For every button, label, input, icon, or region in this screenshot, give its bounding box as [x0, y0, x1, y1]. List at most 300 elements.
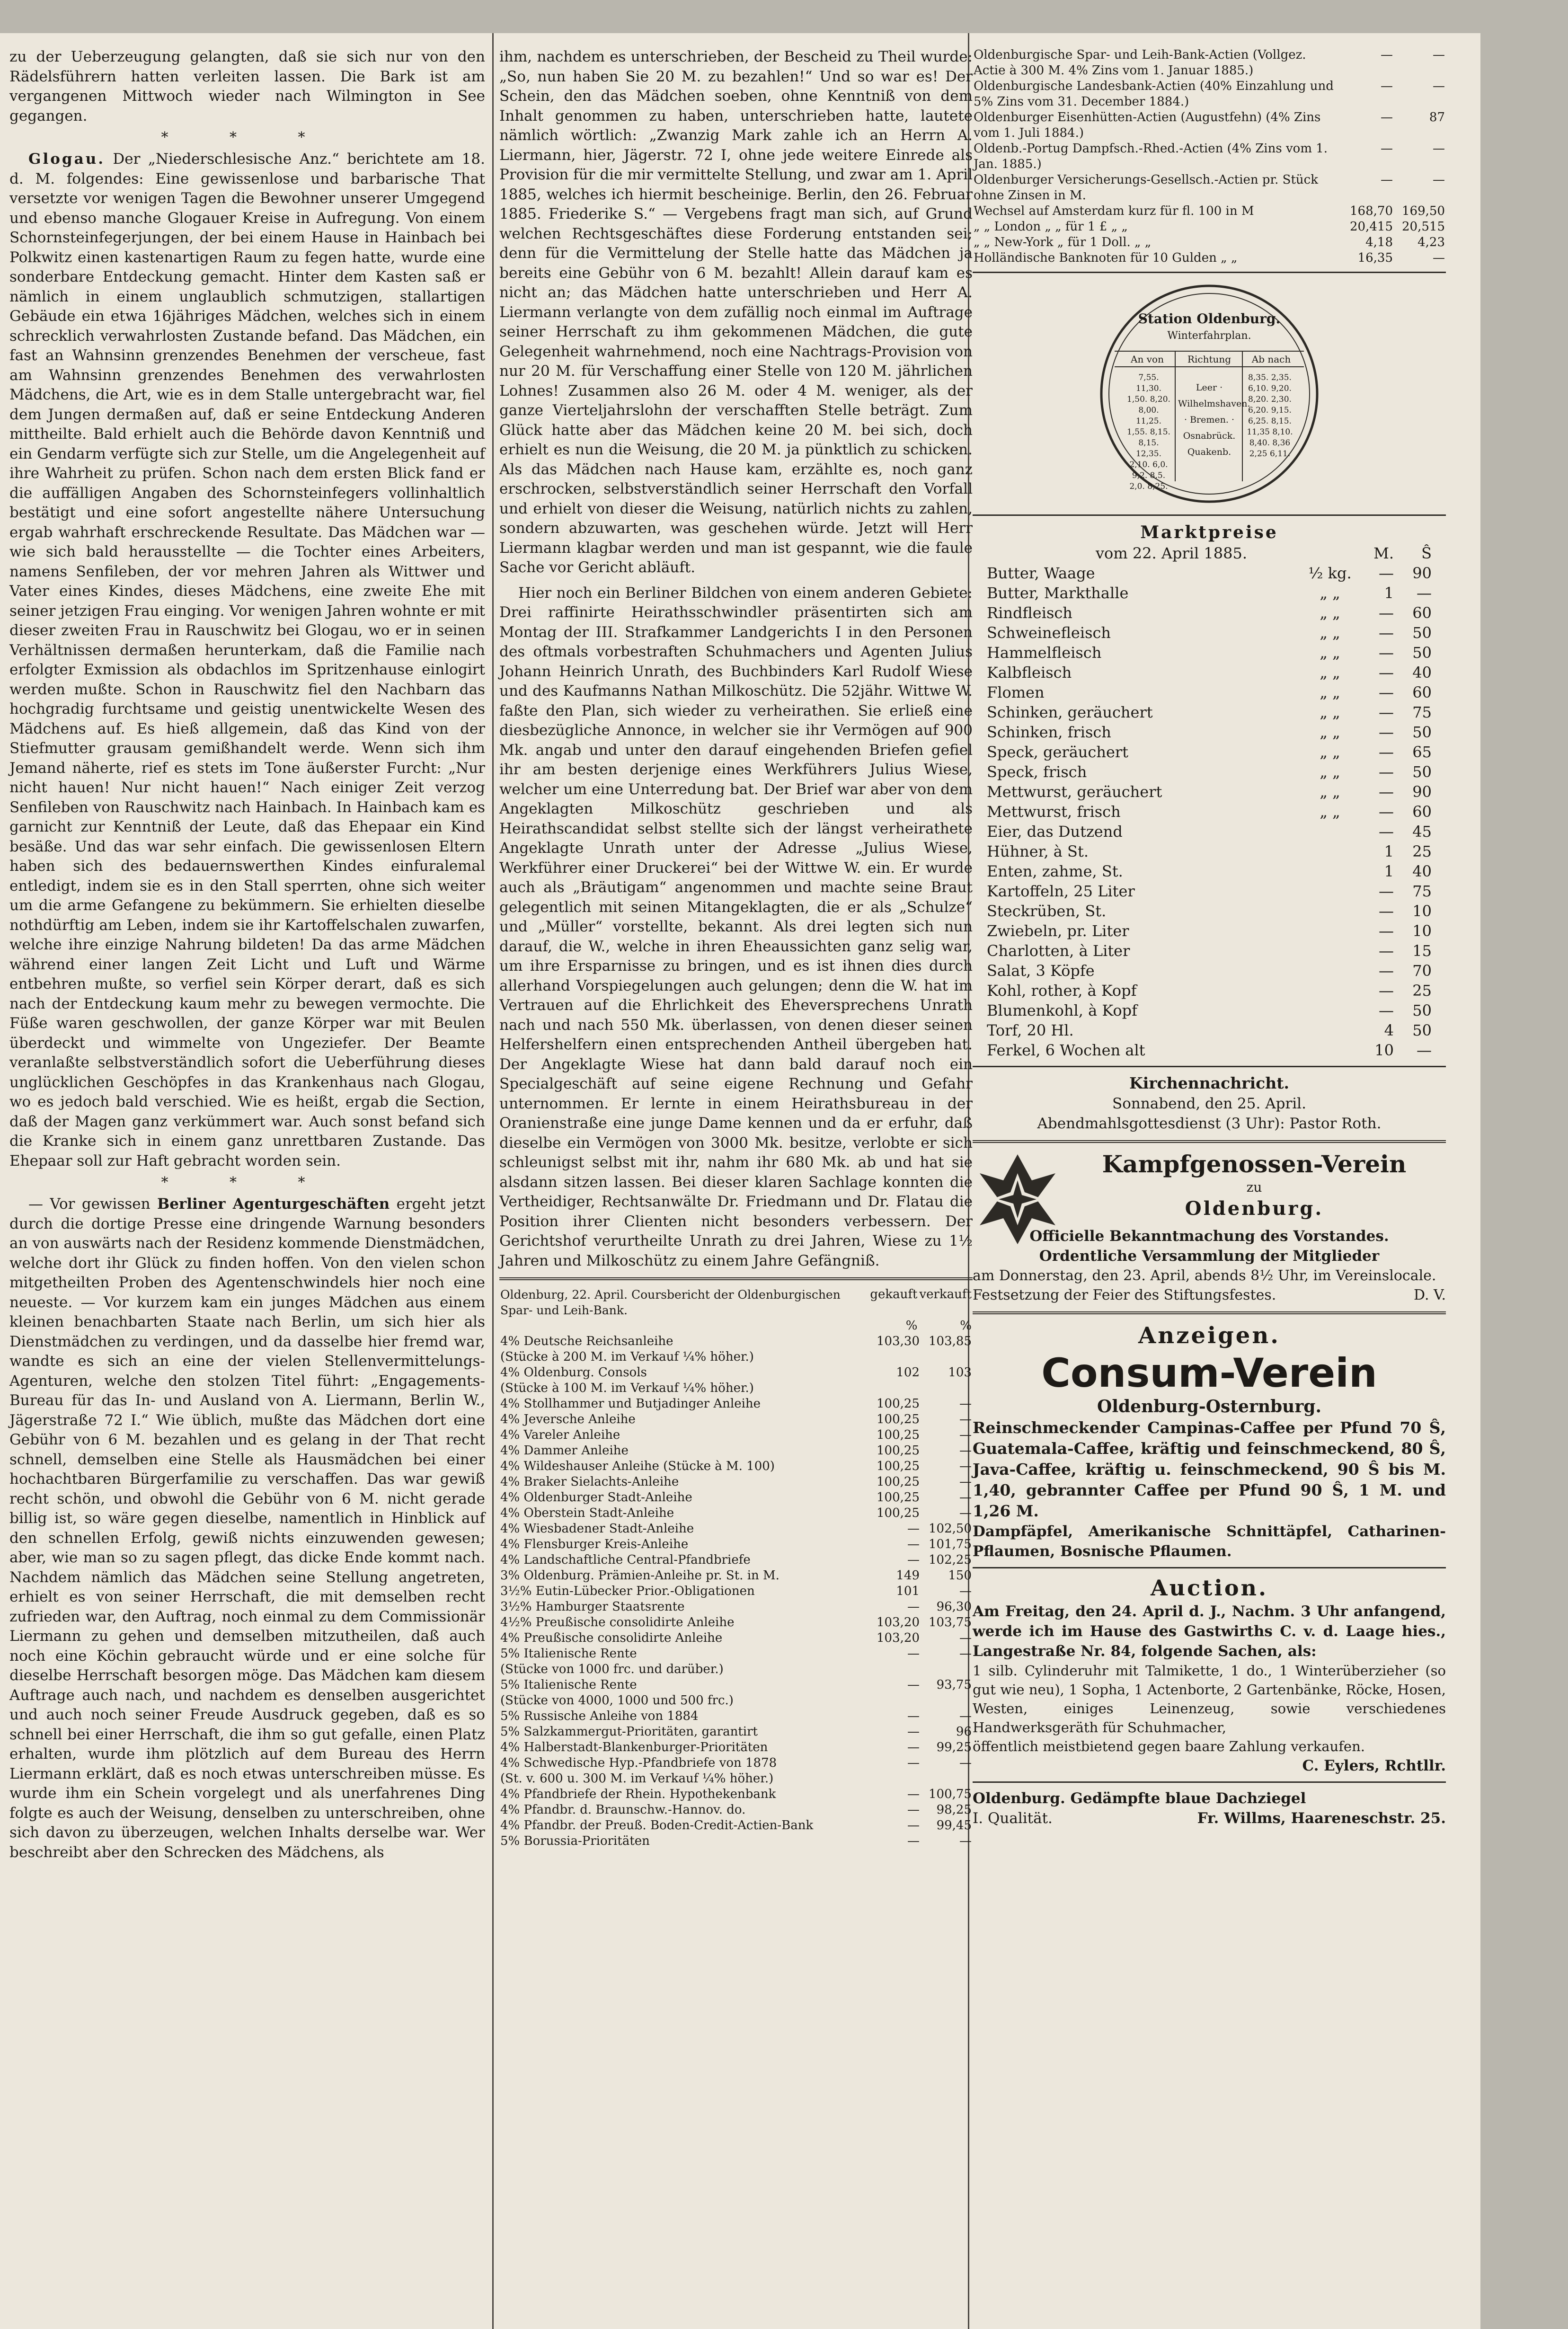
course-row [499, 1552, 973, 1568]
course-row [499, 1334, 973, 1349]
course-header-bought: gekauft [870, 1287, 918, 1302]
market-row-cell: 10 [1374, 1041, 1394, 1059]
course-row-cell: (Stücke à 100 M. im Verkauf ¼% höher.) [500, 1381, 754, 1395]
market-row-cell: Zwiebeln, pr. Liter [987, 922, 1129, 940]
course-row-cell: — [959, 1443, 972, 1458]
timetable-to-times: 8,35. 2,35. 6,10. 9,20. 8,20. 2,30. 6,20. 9,15. 6,25. 8,15. 11,35 8,10. 8,40. 8,36 2,25 6,11. [1247, 373, 1293, 459]
stock-row-cell: 20,415 [1350, 220, 1393, 234]
course-row-cell: 4% Vareler Anleihe [500, 1428, 620, 1442]
market-row-cell [1304, 881, 1356, 901]
course-row-cell: — [959, 1475, 972, 1489]
course-row-cell: 99,45 [936, 1818, 972, 1833]
market-row-cell: „ „ [1320, 604, 1340, 622]
course-row-cell [868, 1381, 921, 1396]
market-row-cell: Torf, 20 Hl. [987, 1021, 1074, 1039]
market-row-cell: — [1379, 644, 1394, 662]
course-header-pct: % [960, 1319, 972, 1333]
course-row-cell: — [959, 1459, 972, 1473]
market-row-cell: — [1379, 763, 1394, 781]
course-header-pct: % [905, 1319, 918, 1333]
market-row-cell: 15 [1412, 942, 1432, 960]
course-row [499, 1599, 973, 1615]
market-row-cell: — [1379, 564, 1394, 582]
market-row-cell [1304, 861, 1356, 881]
course-row-cell: 150 [948, 1568, 972, 1583]
course-row-cell: 5% Borussia-Prioritäten [500, 1834, 650, 1848]
section-rule [973, 1140, 1446, 1143]
market-row-cell: — [1379, 624, 1394, 642]
stock-row-cell: — [1433, 173, 1445, 187]
market-row-cell: — [1379, 982, 1394, 1000]
course-table [499, 1334, 973, 1849]
market-table [987, 563, 1432, 1060]
course-row [499, 1490, 973, 1505]
course-row [499, 1505, 973, 1521]
stock-row [973, 219, 1446, 235]
article-liermann-cont: ihm, nachdem es unterschrieben, der Bescheid zu Theil wurde: „So, nun haben Sie 20 M. zu bezahlen!“ Und so war es! Der Schein, den das Mädchen soeben, ohne Kenntniß von dem Inhalt genommen zu haben, unterschrieben hatte, lautete nämlich wörtlich: „Zwanzig Mark zahle ich an Herrn A. Liermann, hier, Jägerstr. 72 I, ohne jede weitere Einrede als Provision für die mir vermittelte Stellung, und zwar am 1. April 1885, welches ich hiermit bescheinige. Berlin, den 26. Februar 1885. Friederike S.“ — Vergebens fragt man sich, auf Grund welchen Rechtsgeschäftes diese Forderung entstanden sei; denn für die Vermittelung der Stelle hatte das Mädchen ja bereits eine Gebühr von 6 M. bezahlt! Allein darauf kam es nicht an; das Mädchen hatte unterschrieben und Herr A. Liermann verlangte von dem zufällig noch einmal im Auftrage seiner Herrschaft zu ihm gekommenen Mädchen, die gute Gelegenheit wahrnehmend, noch eine Nachtrags-Provision von nur 20 M. für Verschaffung einer Stelle von 120 M. jährlichen Lohnes! Zusammen also 26 M. oder 4 M. weniger, als der ganze Vierteljahrslohn der verschafften Stelle beträgt. Zum Glück hatte aber das Mädchen keine 20 M. bei sich, doch erhielt es nun die Weisung, die 20 M. ja pünktlich zu schicken. Als das Mädchen nach Hause kam, erzählte es, noch ganz erschrocken, selbstverständlich seiner Herrschaft den Vorfall und erhielt von dieser die Weisung, natürlich nichts zu zahlen, sondern abzuwarten, was geschehen würde. Jetzt will Herr Liermann klagbar werden und man ist gespannt, wie die faule Sache vor Gericht abläuft. [499, 48, 973, 576]
stock-row-cell: 4,18 [1365, 235, 1393, 249]
course-row-cell: — [907, 1709, 920, 1723]
market-row-cell: 90 [1412, 564, 1432, 582]
market-row-cell: 10 [1412, 902, 1432, 920]
course-row-cell: 5% Russische Anleihe von 1884 [500, 1709, 699, 1723]
course-report [499, 1287, 973, 1849]
market-row-cell: Schweinefleisch [987, 624, 1111, 642]
market-row [987, 722, 1432, 742]
course-row-cell: 100,25 [877, 1475, 920, 1489]
verein-title: Kampfgenossen-Verein [1102, 1150, 1407, 1178]
market-row-cell: — [1379, 942, 1394, 960]
market-row-cell: — [1379, 962, 1394, 980]
market-row-cell: Hammelfleisch [987, 644, 1102, 662]
course-row [499, 1646, 973, 1662]
course-row-cell: — [959, 1834, 972, 1848]
course-row [499, 1365, 973, 1381]
stock-row-cell: — [1433, 142, 1445, 156]
course-row-cell: — [907, 1647, 920, 1661]
stock-row [973, 172, 1446, 204]
market-row [987, 682, 1432, 702]
course-row-cell: 100,25 [877, 1490, 920, 1505]
course-row [499, 1818, 973, 1833]
verein-line4 [973, 1285, 1446, 1305]
course-row-cell: 93,75 [936, 1678, 972, 1692]
market-row-cell: 40 [1412, 862, 1432, 880]
verein-line2: Ordentliche Versammlung der Mitglieder [1039, 1248, 1380, 1265]
market-row-cell: Schinken, geräuchert [987, 703, 1153, 721]
market-row [987, 762, 1432, 782]
market-row [987, 1040, 1432, 1060]
market-row-cell: Speck, frisch [987, 763, 1087, 781]
stock-row [973, 110, 1446, 141]
market-row-cell: Enten, zahme, St. [987, 862, 1123, 880]
stock-row-cell: Oldenburger Versicherungs-Gesellsch.-Actien pr. Stück ohne Zinsen in M. [974, 173, 1318, 203]
market-row-cell: 25 [1412, 842, 1432, 860]
course-row-cell: — [959, 1490, 972, 1505]
market-row [987, 782, 1432, 802]
church-notice [973, 1073, 1446, 1134]
market-row-cell: 75 [1412, 882, 1432, 900]
auction-end: öffentlich meistbietend gegen baare Zahlung verkaufen. [973, 1738, 1365, 1754]
market-row-cell: — [1379, 823, 1394, 841]
market-row-cell: Charlotten, à Liter [987, 942, 1130, 960]
market-row-cell: Mettwurst, frisch [987, 803, 1121, 821]
course-row-cell: — [907, 1787, 920, 1801]
course-row-cell: (Stücke von 1000 frc. und darüber.) [500, 1662, 724, 1676]
market-row [987, 1020, 1432, 1040]
timetable-directions: Leer · Wilhelmshaven. · Bremen. · Osnabrück. Quakenb. [1178, 382, 1250, 457]
timetable-title: Station Oldenburg. [1138, 311, 1281, 327]
course-row-cell: 102 [896, 1365, 920, 1380]
market-row [987, 981, 1432, 1001]
consum-text-2: Dampfäpfel, Amerikanische Schnittäpfel, Catharinen-Pflaumen, Bosnische Pflaumen. [973, 1523, 1446, 1560]
market-row-cell: 40 [1412, 664, 1432, 682]
course-row [499, 1740, 973, 1755]
market-row-cell [1304, 1020, 1356, 1040]
stock-row-cell: 16,35 [1357, 251, 1393, 265]
course-row [499, 1630, 973, 1646]
market-row-cell: Speck, geräuchert [987, 743, 1129, 761]
market-row-cell: Eier, das Dutzend [987, 823, 1123, 841]
verein-city: Oldenburg. [1185, 1197, 1324, 1220]
verein-line1: Officielle Bekanntmachung des Vorstandes. [1029, 1228, 1389, 1245]
course-row-cell: (Stücke à 200 M. im Verkauf ¼% höher.) [500, 1350, 754, 1364]
stock-row-cell: Oldenburger Eisenhütten-Actien (Augustfehn) (4% Zins vom 1. Juli 1884.) [974, 110, 1321, 140]
course-row-cell: — [959, 1584, 972, 1598]
market-row-cell: 1 [1384, 862, 1394, 880]
stock-row [973, 204, 1446, 219]
course-row [499, 1459, 973, 1474]
timetable-subtitle: Winterfahrplan. [1167, 330, 1251, 342]
article-glogau-lead: Glogau. [28, 151, 106, 168]
stock-row-cell: Oldenb.-Portug Dampfsch.-Rhed.-Actien (4% Zins vom 1. Jan. 1885.) [974, 142, 1328, 171]
market-row-cell: Butter, Waage [987, 564, 1095, 582]
market-row-cell: 50 [1412, 624, 1432, 642]
course-row-cell: 4% Deutsche Reichsanleihe [500, 1334, 673, 1348]
course-row-cell: 4% Oldenburg. Consols [500, 1365, 647, 1380]
market-title: Marktpreise [1140, 522, 1278, 542]
course-report-header [499, 1287, 973, 1334]
course-row-cell: — [959, 1412, 972, 1426]
course-row [499, 1615, 973, 1630]
market-row-cell: Rindfleisch [987, 604, 1072, 622]
market-row [987, 583, 1432, 603]
course-row-cell: 103 [948, 1365, 972, 1380]
course-row-cell: 4% Wiesbadener Stadt-Anleihe [500, 1522, 694, 1536]
course-row-cell: 100,75 [929, 1787, 972, 1801]
market-row [987, 663, 1432, 682]
market-row-cell: 4 [1384, 1021, 1394, 1039]
market-row-cell: Blumenkohl, à Kopf [987, 1001, 1137, 1019]
market-row-cell: — [1379, 664, 1394, 682]
course-row-cell: — [907, 1740, 920, 1754]
market-row-cell: 50 [1412, 644, 1432, 662]
market-row-cell: — [1379, 683, 1394, 701]
course-row-cell [921, 1349, 973, 1365]
market-row-cell: 1 [1384, 584, 1394, 602]
column-2 [499, 47, 973, 1849]
course-row-cell: 149 [896, 1568, 920, 1583]
market-row-cell: — [1379, 882, 1394, 900]
course-row-cell: 102,25 [929, 1553, 972, 1567]
course-row-cell: — [959, 1506, 972, 1520]
course-header-sold: verkauft [919, 1287, 972, 1302]
tile-ad-line1: Oldenburg. Gedämpfte blaue Dachziegel [973, 1790, 1306, 1807]
market-row-cell: 70 [1412, 962, 1432, 980]
course-row-cell: 101 [896, 1584, 920, 1598]
market-row [987, 941, 1432, 961]
auction-text: Am Freitag, den 24. April d. J., Nachm. 3 Uhr anfangend, werde ich im Hause des Gastwirths C. v. d. Laage hies., Langestraße Nr. 84, folgende Sachen, als: [973, 1603, 1446, 1660]
course-row-cell [868, 1662, 921, 1677]
section-stars: * * * [161, 1174, 334, 1191]
course-row-cell: 4% Dammer Anleihe [500, 1443, 629, 1458]
course-row-cell: 100,25 [877, 1459, 920, 1473]
market-row-cell: — [1379, 783, 1394, 801]
market-row-cell: 60 [1412, 683, 1432, 701]
market-row-cell: — [1379, 902, 1394, 920]
course-row-cell: 3½% Eutin-Lübecker Prior.-Obligationen [500, 1584, 755, 1598]
course-row-cell: 4% Halberstadt-Blankenburger-Prioritäten [500, 1740, 768, 1754]
market-row-cell [1304, 961, 1356, 981]
article-glogau [9, 150, 485, 1171]
market-row [987, 702, 1432, 722]
market-row-cell: Hühner, à St. [987, 842, 1089, 860]
church-line2: Abendmahlsgottesdienst (3 Uhr): Pastor Roth. [1037, 1115, 1382, 1132]
section-rule [499, 1277, 973, 1280]
stock-row [973, 141, 1446, 172]
section-rule [973, 1567, 1446, 1568]
stock-row-cell: — [1433, 251, 1445, 265]
market-row-cell: Mettwurst, geräuchert [987, 783, 1162, 801]
course-row-cell: 100,25 [877, 1506, 920, 1520]
course-row [499, 1396, 973, 1412]
market-row-cell: 65 [1412, 743, 1432, 761]
market-row-cell: 90 [1412, 783, 1432, 801]
stock-row-cell: „ „ New-York „ für 1 Doll. „ „ [974, 235, 1152, 249]
market-row-cell: 60 [1412, 604, 1432, 622]
course-row-cell: 5% Salzkammergut-Prioritäten, garantirt [500, 1725, 758, 1739]
course-row-cell: — [907, 1537, 920, 1551]
course-row-cell: 4% Pfandbriefe der Rhein. Hypothekenbank [500, 1787, 776, 1801]
stock-row-cell: — [1433, 48, 1445, 62]
section-rule [973, 514, 1446, 516]
market-row-cell: — [1379, 723, 1394, 741]
article-glogau-body: Der „Niederschlesische Anz.“ berichtete am 18. d. M. folgendes: Eine gewissenlose und barbarische That versetzte vor wenigen Tagen die Bewohner unserer Umgegend und ebenso manche Glogauer Kreise in Aufregung. Von einem Schornsteinfegerjungen, der bei einem Hause in Hainbach bei Polkwitz einen kastenartigen Raum zu fegen hatte, wurde eine sonderbare Entdeckung gemacht. Hinter dem Kasten saß er nämlich in einem unglaublich schmutzigen, stallartigen Gebäude ein etwa 16jähriges Mädchen, welches sich in einem schrecklich verwahrlosten Zustande befand. Das Mädchen, ein fast an Wahnsinn grenzendes Benehmen der verscheue, fast am Wahnsinn grenzendes Benehmen des verwahrlosten Mädchens, die Art, wie es in dem Stalle untergebracht war, fiel dem Jungen dermaßen auf, daß er seine Entdeckung Anderen mittheilte. Bald erhielt auch die Behörde davon Kenntniß und ein Gendarm verfügte sich zur Stelle, um die Angelegenheit auf ihre Wahrheit zu prüfen. Schon nach dem ersten Blick fand er die auffälligen Angaben des Schornsteinfegers vollinhaltlich bestätigt und eine sofort angestellte nähere Untersuchung ergab wahrhaft erschreckende Resultate. Das Mädchen war — wie sich bald herausstellte — die Tochter eines Arbeiters, namens Senfileben, der vor mehren Jahren als Wittwer und Vater eines Kindes, dieses Mädchens, eine zweite Ehe mit seiner jetzigen Frau einging. Vor wenigen Jahren wohnte er mit dieser zweiten Frau in Rauschwitz bei Glogau, wo er in seinen Verhältnissen dermaßen herunterkam, daß die Familie nach erfolgter Exmission als obdachlos im Spritzenhause einlogirt werden mußte. Schon in Rauschwitz fiel den Nachbarn das hochgradig furchtsame und geistig unentwickelte Wesen des Mädchens auf. Es hieß allgemein, daß das Kind von der Stiefmutter grausam gemißhandelt werde. Wenn sich ihm Jemand näherte, rief es stets im Tone äußerster Furcht: „Nur nicht hauen! Nur nicht hauen!“ Nach einiger Zeit verzog Senfileben von Rauschwitz nach Hainbach. In Hainbach kam es garnicht zur Kenntniß der Leute, daß das Ehepaar ein Kind besäße. Und das war sehr einfach. Die gewissenlosen Eltern haben sich des bedauernswerthen Kindes einfuralemal entledigt, indem sie es in den Stall sperrten, ohne sich weiter um die arme Gefangene zu bekümmern. Sie erhielten dieselbe nothdürftig am Leben, indem sie ihr Kartoffelschalen zuwarfen, welche ihre einzige Nahrung bildeten! Da das arme Mädchen während einer langen Zeit Licht und Luft und Wärme entbehren mußte, so verfiel sein Körper derart, daß es sich nach der Entdeckung kaum mehr zu bewegen vermochte. Die Füße waren geschwollen, der ganze Körper war mit Beulen überdeckt und wimmelte von Ungeziefer. Der Beamte veranlaßte selbstverständlich sofort die Ueberführung dieses unglücklichen Geschöpfes in das Krankenhaus nach Glogau, wo es jedoch bald verschied. Wie es heißt, ergab die Section, daß der Magen ganz verkümmert war. Auch sonst befand sich die Kranke sich in einem ganz unrettbaren Zustande. Das Ehepaar soll zur Haft gebracht worden sein. [9, 151, 485, 1169]
market-prices [973, 522, 1446, 1060]
section-rule [973, 1781, 1446, 1783]
market-row [987, 623, 1432, 643]
course-row-cell: 100,25 [877, 1428, 920, 1442]
course-row-cell: 100,25 [877, 1443, 920, 1458]
course-row-cell: 4% Landschaftliche Central-Pfandbriefe [500, 1553, 751, 1567]
course-row-cell: 4% Flensburger Kreis-Anleihe [500, 1537, 689, 1551]
market-row-cell [1304, 1040, 1356, 1060]
market-row-cell: 50 [1412, 1021, 1432, 1039]
market-row-cell: „ „ [1320, 664, 1340, 682]
course-row [499, 1568, 973, 1584]
course-row-cell: — [907, 1553, 920, 1567]
market-row-cell: — [1379, 604, 1394, 622]
course-row-cell: 4½% Preußische consolidirte Anleihe [500, 1615, 735, 1629]
course-row-cell: 3½% Hamburger Staatsrente [500, 1600, 685, 1614]
market-row-cell [1304, 921, 1356, 941]
course-row-cell: 100,25 [877, 1397, 920, 1411]
stock-table [973, 47, 1446, 266]
market-row-cell: 1 [1384, 842, 1394, 860]
course-row-cell: 103,75 [929, 1615, 972, 1629]
market-row-cell: Schinken, frisch [987, 723, 1111, 741]
course-row [499, 1474, 973, 1490]
column-1 [9, 47, 485, 1862]
article-heirath: Hier noch ein Berliner Bildchen von einem anderen Gebiete: Drei raffinirte Heirathsschwindler präsentirten sich am Montag der III. Strafkammer Landgerichts I in den Personen des oftmals vorbestraften Schuhmachers und Agenten Julius Johann Heinrich Unrath, des Buchbinders Karl Rudolf Wiese und des Kaufmanns Nathan Milkoschütz. Die 52jähr. Wittwe W. faßte den Plan, sich wieder zu verheirathen. Sie erließ eine diesbezügliche Annonce, in welcher sie ihr Vermögen auf 900 Mk. angab und unter den darauf eingehenden Briefen gefiel ihr am besten derjenige eines Werkführers Julius Wiese, welcher um eine Unterredung bat. Der Brief war aber von dem Angeklagten Milkoschütz geschrieben und als Heirathscandidat selbst stellte sich der längst verheirathete Angeklagte Unrath unter der Adresse „Julius Wiese, Werkführer einer Druckerei“ bei der Wittwe W. ein. Er wurde auch als „Bräutigam“ angenommen und machte seine Braut gelegentlich mit seinen Mitangeklagten, die er als „Schulze“ und „Müller“ vorstellte, bekannt. Als drei legten sich nun darauf, die W., welche in ihren Eheaussichten ganz selig war, um ihre Ersparnisse zu bringen, und es ist ihnen dies durch allerhand Vorspiegelungen auch gelungen; denn die W. hat im Vertrauen auf die Ehrlichkeit des Eheversprechens Unrath nach und nach 550 Mk. überlassen, von denen dieser seinen Helfershelfern einen entsprechenden Antheil übergeben hat. Der Angeklagte Wiese hat dann bald darauf noch ein Specialgeschäft auf seine eigene Rechnung und Gefahr unternommen. Er lernte in einem Heirathsbureau in der Oranienstraße eine junge Dame kennen und da er erfuhr, daß dieselbe ein Vermögen von 3000 Mk. besitze, verlobte er sich schleunigst selbst mit ihr, nahm ihr 680 Mk. ab und hat sie alsdann sitzen lassen. Bei dieser klaren Sachlage konnten die Vertheidiger, Rechtsanwälte Dr. Friedmann und Dr. Flatau die Position ihrer Clienten nicht besonders verbessern. Der Gerichtshof verurtheilte Unrath zu drei Jahren, Wiese zu 1½ Jahren und Milkoschütz zu einem Jahre Gefängniß. [499, 584, 973, 1269]
church-title: Kirchennachricht. [1129, 1074, 1289, 1092]
course-row [499, 1443, 973, 1459]
market-row-cell: ½ kg. [1308, 564, 1352, 582]
section-rule [973, 272, 1446, 273]
market-row-cell: Ferkel, 6 Wochen alt [987, 1041, 1145, 1059]
column-3 [973, 47, 1446, 1828]
timetable-col-from: An von [1131, 354, 1164, 365]
article-berlin-agents-body: ergeht jetzt durch die dortige Presse eine dringende Warnung besonders an von auswärts nach der Residenz kommende Dienstmädchen, welche dort ihr Glück zu finden hoffen. Von den vielen schon mitgetheilten Proben des Agentenschwindels hier noch eine neueste. — Vor kurzem kam ein junges Mädchen aus einem kleinen benachbarten Staate nach Berlin, um sich hier als Dienstmädchen zu verdingen, und da dasselbe hier fremd war, wandte es sich an eine der vielen Stellenvermittelungs-Agenturen, welche den stolzen Titel führt: „Engagements-Bureau für das In- und Ausland von A. Liermann, Berlin W., Jägerstraße 72 I.“ Wie üblich, mußte das Mädchen dort eine Gebühr von 6 M. bezahlen und es gelang in der That recht schnell, demselben eine Stelle als Hausmädchen bei einer hochachtbaren Bürgerfamilie zu verschaffen. Das war gewiß recht schön, und obwohl die Gebühr von 6 M. nicht gerade billig ist, so wäre gegen dieselbe, namentlich in Hinblick auf den schnellen Erfolg, gewiß nichts einzuwenden gewesen; aber, wie man so zu sagen pflegt, das dicke Ende kommt nach. Nachdem nämlich das Mädchen seine Stellung angetreten, erhielt es von seiner Herrschaft, die mit demselben recht zufrieden war, den Auftrag, noch einmal zu dem Commissionär Liermann zu gehen und demselben mitzutheilen, daß auch noch eine Köchin gebraucht würde und er eine solche für dieselbe Herrschaft besorgen möge. Das Mädchen kam diesem Auftrage auch nach, und nachdem es denselben ausgerichtet und auch noch seiner Freude Ausdruck gegeben, daß es so schnell bei einer Herrschaft, die ihm so gut gefalle, einen Platz erhalten, wurde ihm plötzlich auf dem Bureau des Herrn Liermann erklärt, daß es noch etwas unterschreiben müsse. Es wurde ihm ein Schein vorgelegt und als unerfahrenes Ding folgte es auch der Weisung, denselben zu unterschreiben, ohne sich davon zu überzeugen, welchen Inhalts derselbe war. Wer beschreibt aber den Schrecken des Mädchens, als [9, 1195, 485, 1861]
market-row [987, 822, 1432, 841]
course-row-cell: — [959, 1647, 972, 1661]
course-row-cell: 103,30 [877, 1334, 920, 1348]
market-row-cell: 75 [1412, 703, 1432, 721]
course-row-cell: 4% Pfandbr. der Preuß. Boden-Credit-Actien-Bank [500, 1818, 814, 1833]
market-row-cell: — [1379, 1001, 1394, 1019]
course-row [499, 1427, 973, 1443]
course-row [499, 1349, 973, 1365]
market-row-cell: — [1379, 743, 1394, 761]
timetable-badge [1096, 283, 1323, 505]
course-header-text: Oldenburg, 22. April. Coursbericht der Oldenburgischen Spar- und Leih-Bank. [500, 1288, 841, 1317]
tile-ad-line2 [973, 1808, 1446, 1828]
course-row [499, 1677, 973, 1693]
market-row-cell: „ „ [1320, 644, 1340, 662]
market-row [987, 643, 1432, 663]
course-row [499, 1802, 973, 1818]
stock-row-cell: Holländische Banknoten für 10 Gulden „ „ [974, 251, 1238, 265]
market-row [987, 861, 1432, 881]
course-row-cell: 4% Schwedische Hyp.-Pfandbriefe von 1878 [500, 1756, 777, 1770]
course-row-cell: (St. v. 600 u. 300 M. im Verkauf ¼% höher.) [500, 1771, 774, 1786]
course-row-cell: 4% Jeversche Anleihe [500, 1412, 636, 1426]
course-row [499, 1755, 973, 1771]
course-row-cell: — [907, 1834, 920, 1848]
market-row [987, 802, 1432, 822]
consum-text: Reinschmeckender Campinas-Caffee per Pfund 70 Ŝ, Guatemala-Caffee, kräftig und feinschmeckend, 80 Ŝ, Java-Caffee, kräftig u. feinschmeckend, 90 Ŝ bis M. 1,40, gebrannter Caffee per Pfund 90 Ŝ, 1 M. und 1,26 M. [973, 1418, 1446, 1520]
course-row [499, 1412, 973, 1427]
market-row-cell [1304, 1001, 1356, 1020]
market-row-cell: „ „ [1320, 743, 1340, 761]
market-row [987, 961, 1432, 981]
course-row-cell: 4% Wildeshauser Anleihe (Stücke à M. 100) [500, 1459, 775, 1473]
course-row-cell [868, 1771, 921, 1787]
course-row-cell: (Stücke von 4000, 1000 und 500 frc.) [500, 1693, 734, 1708]
course-row-cell: — [959, 1709, 972, 1723]
market-row-cell: — [1417, 584, 1432, 602]
stock-row [973, 235, 1446, 250]
tile-ad-seller: Fr. Willms, Haareneschstr. 25. [1197, 1810, 1446, 1827]
market-row-cell: 25 [1412, 982, 1432, 1000]
market-row-cell: 10 [1412, 922, 1432, 940]
stock-row-cell: 168,70 [1350, 204, 1393, 218]
market-row [987, 841, 1432, 861]
market-row [987, 742, 1432, 762]
course-row [499, 1584, 973, 1599]
verein-line3: am Donnerstag, den 23. April, abends 8½ Uhr, im Vereinslocale. [973, 1267, 1436, 1284]
stock-row-cell: 87 [1429, 110, 1445, 124]
iron-cross-icon [977, 1152, 1058, 1247]
market-row-cell: 60 [1412, 803, 1432, 821]
market-row-cell [1304, 941, 1356, 961]
course-row-cell: 5% Italienische Rente [500, 1678, 637, 1692]
market-row-cell: „ „ [1320, 703, 1340, 721]
course-row-cell [921, 1381, 973, 1396]
market-row [987, 901, 1432, 921]
market-row-cell: — [1379, 803, 1394, 821]
course-row-cell: 4% Pfandbr. d. Braunschw.-Hannov. do. [500, 1803, 746, 1817]
course-row-cell: 100,25 [877, 1412, 920, 1426]
article-berlin-agents-lead: Berliner Agenturgeschäften [157, 1195, 390, 1213]
market-row-cell: Salat, 3 Köpfe [987, 962, 1095, 980]
stock-row-cell: — [1381, 173, 1393, 187]
course-row [499, 1709, 973, 1724]
market-header [987, 543, 1432, 563]
tile-ad-quality: I. Qualität. [973, 1810, 1053, 1827]
course-row-cell: — [907, 1818, 920, 1833]
market-row-cell: Steckrüben, St. [987, 902, 1107, 920]
market-row-cell [1304, 841, 1356, 861]
stock-row-cell: 20,515 [1402, 220, 1445, 234]
course-row-cell: — [907, 1678, 920, 1692]
market-row-cell: — [1379, 703, 1394, 721]
course-row [499, 1833, 973, 1849]
market-row [987, 881, 1432, 901]
market-row-cell [1304, 822, 1356, 841]
stock-row-cell: Oldenburgische Spar- und Leih-Bank-Actien (Vollgez. Actie à 300 M. 4% Zins vom 1. Januar 1885.) [974, 48, 1306, 78]
course-row-cell: — [959, 1428, 972, 1442]
timetable-col-dir: Richtung [1187, 354, 1231, 365]
market-row-cell: Butter, Markthalle [987, 584, 1129, 602]
market-row-cell: Flomen [987, 683, 1045, 701]
stock-row [973, 47, 1446, 79]
course-row [499, 1771, 973, 1787]
course-row-cell: 4% Oldenburger Stadt-Anleihe [500, 1490, 692, 1505]
section-rule [973, 1066, 1446, 1067]
course-row-cell: 4% Braker Sielachts-Anleihe [500, 1475, 679, 1489]
course-row-cell: 102,50 [929, 1522, 972, 1536]
verein-signature: D. V. [1413, 1287, 1446, 1303]
market-row-cell: — [1417, 1041, 1432, 1059]
course-row [499, 1521, 973, 1537]
market-row-cell: „ „ [1320, 783, 1340, 801]
course-row-cell: 96 [956, 1725, 972, 1739]
course-row [499, 1537, 973, 1552]
stock-row-cell: 4,23 [1417, 235, 1445, 249]
market-row-cell: 50 [1412, 1001, 1432, 1019]
verein-notice [973, 1150, 1446, 1305]
verein-zu: zu [1246, 1179, 1262, 1195]
course-row-cell: 96,30 [936, 1600, 972, 1614]
market-row-cell: 50 [1412, 763, 1432, 781]
course-row-cell [868, 1693, 921, 1709]
market-row-cell: 50 [1412, 723, 1432, 741]
stock-row-cell: „ „ London „ „ für 1 £ „ „ [974, 220, 1128, 234]
course-row [499, 1787, 973, 1802]
timetable-from-times: 7,55. 11,30. 1,50. 8,20. 8,00. 11,25. 1,55. 8,15. 8,15. 12,35. 2,10. 6,0. 9,2. 8,5. 2,0. 8,25. [1127, 373, 1170, 491]
ads-title: Anzeigen. [1138, 1322, 1280, 1349]
